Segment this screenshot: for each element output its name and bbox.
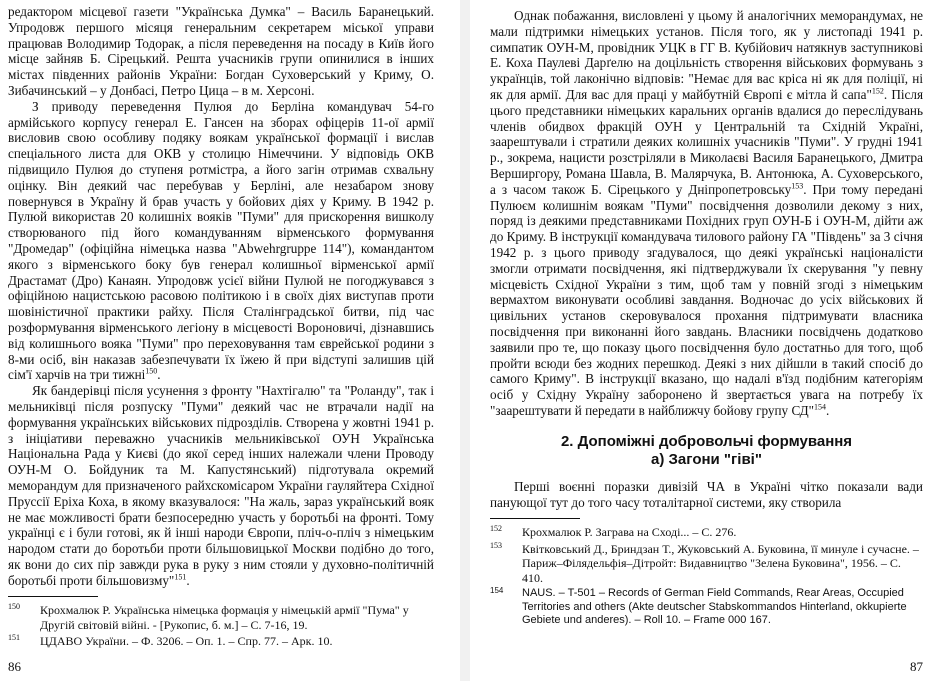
paragraph-text: Однак побажання, висловлені у цьому й аналогічних меморандумах, не мали підтримки німецьких установ. Після того, як у листопаді 1941 р. симпатик ОУН-М, провідник УЦК в ГГ В. Кубійович натякнув заступникові Е. Коха Паулеві Дарґелю на доцільність створення військових формувань з українців, той лаконічно відповів: "Немає для вас кріса ні як для поліції, ні як для армії. Для вас для праці у майбутній Європі є мітла й сапа" [490, 8, 923, 102]
right-page [470, 0, 943, 681]
left-page [0, 0, 460, 681]
paragraph-text: Як бандерівці після усунення з фронту "Нахтігалю" та "Роланду", так і мельниківці після розпуску "Пуми" деякий час не втрачали надії на формування українських військових підрозділів. Створена у жовтні 1941 р. з ініціативи переважно учасників мельниківської ОУН Українська Національна Рада у Києві (до якої серед інших належали члени Проводу ОУН-М О. Бойдуник та М. Капустянський) підготувала окремий меморандум для призначеного райхскомісаром України гауляйтера Східної Пруссії Еріха Коха, в якому вказувалося: "На жаль, зараз український вояк не має можливості брати безпосередню участь у боротьбі на фронті. Тому українці є і були готові, як й інші народи Європи, пліч-о-пліч з німецьким народом стати до боротьби проти більшовицької Москви подібно до того, як вони до сих пір завжди рука в руку з ним стояли у духовно-політичній боротьбі проти більшовизму" [8, 383, 434, 588]
footnote [8, 634, 434, 649]
footnote-divider [8, 596, 98, 597]
footnote-text: Квітковський Д., Бриндзан Т., Жуковський А. Буковина, її минуле і сучасне. – Париж–Філядельфія–Дітройт: Видавництво "Зелена Буковина", 1956. – С. 410. [522, 541, 919, 585]
paragraph: редактором місцевої газети "Українська Думка" – Василь Баранецький. Упродовж першого місяця генеральним секретарем міської управи працював Володимир Тодорак, а після переведення на посаду в Київ його місце зайняв Б. Сірецький. Решта учасників групи опинилися в інших містах південних районів України: Богдан Суховерський у Криму, О. Зибачинський – у Донбасі, Петро Цица – в м. Херсоні. [8, 4, 434, 98]
footnote-number: 151 [8, 633, 20, 643]
footnote-text: Крохмалюк Р. Заграва на Сході... – С. 276. [522, 525, 737, 540]
footnote-marker: 151 [174, 572, 187, 582]
paragraph: З приводу переведення Пулюя до Берліна командувач 54-го армійського корпусу генерал Е. Гансен на зборах офіцерів 11-ої армії висловив свою особливу подяку воякам української формації і вислав спеціального листа для ОКВ у столицю Німеччини. У відповідь ОКВ підвищило Пулюя до ступеня ротмістра, а його загін отримав схвальну оцінку. Він деякий час перебував у Берліні, але незабаром знову повернувся в Україну й брав участь у бойових діях у Криму. В 1942 р. Пулюй використав 20 колишніх вояків "Пуми" для прискорення вишколу створюваного під його командуванням вірменського формування "Дромедар" (офіційна німецька назва "Abwehrgruppe 114"), командантом якого з вірменського боку був генерал колишньої вірменської армії Драстамат (Дро) Канаян. Упродовж усієї війни Пулюй не погоджувався з офіційною нацистською расовою політикою і в своїх діях виступав проти шовіністичної практики райху. Після Сталінградської битви, під час розформування вірменського легіону в місцевості Вороновичі, дізнавшись від колишнього вояка "Пуми" про переховування там єврейської родини з 8-ми осіб, він наказав забезпечувати їх їжею й при відступі залишив цій сім'ї харчів на три тижні$^{150}$. [8, 98, 434, 383]
paragraph: Однак побажання, висловлені у цьому й аналогічних меморандумах, не мали підтримки німецьких установ. Після того, як у листопаді 1941 р. симпатик ОУН-М, провідник УЦК в ГГ В. Кубійович натякнув заступникові Е. Коха Паулеві Дарґелю на доцільність створення військових формувань з українців, той лаконічно відповів: "Немає для вас кріса ні як для поліції, ні як для армії. Для вас для праці у майбутній Європі є мітла й сапа"$^{152}$. Після цього представники німецьких каральних органів вдалися до переслідувань членів обидвох фракцій ОУН у Центральній та Східній Україні, заарештували і стратили деяких колишніх учасників "Пуми". У грудні 1941 р., зокрема, нацисти розстріляли в Миколаєві Василя Баранецького, Дмитра Верширгору, Романа Шавла, В. Малярчука, В. Антонюка, А. Суховерського, а з часом також Б. Сірецького у Дніпропетровську$^{153}$. При тому передані Пулюєм колишнім воякам "Пуми" посвідчення дозволили декому з них, поряд із деякими представниками Похідних груп ОУН-Б і ОУН-М, дійти аж до Криму. В інструкції командувача тилового району ГА "Південь" за 3 січня 1942 р. з цього приводу згадувалося, що деякі українські націоналісти змогли отримати посвідчення, які підтверджували їх скерування "у певну місцевість Східної України з тим, щоб там у повній згоді з німецьким вермахтом виконувати особливі завдання. Водночас до усіх військових й цивільних установ скеровувалося прохання підтримувати власника посвідчення при виконанні його завдань. Власники посвідчень додатково заявили про те, що показу цього посвідчення було достатньо для того, щоб пройти всюди без жодних перешкод. Деякі з них дійшли в такий спосіб до самого Криму". В інструкції вказано, що надалі в'їзд подібним категоріям осіб у Східну Україну заборонено й звертається увага на потребу їх "заарештувати й передати в найближчу бойову групу СД"$^{154}$. [490, 8, 924, 418]
footnote-marker: 150 [145, 366, 158, 376]
footnote-marker: 152 [871, 86, 884, 96]
footnote-marker: 153 [791, 181, 804, 191]
footnote-text: ЦДАВО України. – Ф. 3206. – Оп. 1. – Спр. 77. – Арк. 10. [40, 634, 333, 649]
footnote-number: 150 [8, 602, 20, 612]
page-number: 87 [910, 659, 923, 675]
footnote-number: 154 [490, 586, 504, 596]
footnote [490, 587, 923, 628]
footnote-number: 152 [490, 524, 502, 534]
footnote-divider [490, 518, 580, 519]
paragraph: Перші воєнні поразки дивізій ЧА в Україні чітко показали вади панующої тут до того часу тоталітарної системи, яку створила [490, 478, 923, 510]
section-heading: 2. Допоміжні добровольчі формування [560, 432, 853, 450]
paragraph-text: . При тому передані Пулюєм колишнім воякам "Пуми" посвідчення дозволили декому з них, поряд із деякими представниками Похідних груп ОУН-Б і ОУН-М, дійти аж до Криму. В інструкції командувача тилового району ГА "Південь" за 3 січня 1942 р. з цього приводу згадувалося, що деякі українські націоналісти змогли отримати посвідчення, які підтверджували їх скерування "у певну місцевість Східної України з тим, щоб там у повній згоді з німецьким вермахтом виконувати особливі завдання. Водночас до усіх військових й цивільних установ скеровувалося прохання підтримувати власника посвідчення при виконанні його завдань. Власники посвідчень додатково заявили про те, що показу цього посвідчення було достатньо для того, щоб пройти всюди без жодних перешкод. Деякі з них дійшли в такий спосіб до самого Криму". В інструкції вказано, що надалі в'їзд подібним категоріям осіб у Східну Україну заборонено й звертається увага на потребу їх "заарештувати й передати в найближчу бойову групу СД" [490, 181, 923, 418]
footnote [490, 525, 923, 540]
footnote-number: 153 [490, 540, 502, 550]
paragraph-text: . Після цього представники німецьких каральних органів вдалися до переслідувань членів обидвох фракцій ОУН у Центральній та Східній Україні, заарештували і стратили деяких колишніх учасників "Пуми". У грудні 1941 р., зокрема, нацисти розстріляли в Миколаєві Василя Баранецького, Дмитра Верширгору, Романа Шавла, В. Малярчука, В. Антонюка, А. Суховерського, а з часом також Б. Сірецького у Дніпропетровську [490, 86, 924, 197]
footnote-text: NAUS. – T-501 – Records of German Field Commands, Rear Areas, Occupied Territories and others (Akte deutscher Stabskommandos Hinterland, okkupierte Gebiete und anderes). – Roll 10. – Frame 000 167. [522, 587, 907, 627]
paragraph: Як бандерівці після усунення з фронту "Нахтігалю" та "Роланду", так і мельниківці після розпуску "Пуми" деякий час не втрачали надії на формування українських військових підрозділів. Створена у жовтні 1941 р. з ініціативи переважно учасників мельниківської ОУН Українська Національна Рада у Києві (до якої серед інших належали члени Проводу ОУН-М О. Бойдуник та М. Капустянський) підготувала окремий меморандум для призначеного райхскомісаром України гауляйтера Східної Пруссії Еріха Коха, в якому вказувалося: "На жаль, зараз український вояк не має можливості брати безпосередню участь у боротьбі на фронті. Тому українці є і були готові, як й інші народи Європи, пліч-о-пліч з німецьким народом стати до боротьби проти більшовицької Москви подібно до того, як вони до сих пір завжди рука в руку з ним стояли у духовно-політичній боротьбі проти більшовизму"$^{151}$. [8, 383, 434, 588]
paragraph-text: З приводу переведення Пулюя до Берліна командувач 54-го армійського корпусу генерал Е. Гансен на зборах офіцерів 11-ої армії висловив свою особливу подяку воякам української формації і вислав спеціального листа для ОКВ у столицю Німеччини. У відповідь ОКВ підвищило Пулюя до ступеня ротмістра, а його загін отримав схвальну оцінку. Він деякий час перебував у Берліні, але незабаром знову повернувся в Україну й брав участь у бойових діях у Криму. В 1942 р. Пулюй використав 20 колишніх вояків "Пуми" для прискорення вишколу створюваного під його командуванням вірменського формування "Дромедар" (офіційна німецька назва "Abwehrgruppe 114"), командантом якого з вірменського боку був генерал колишньої вірменської армії Драстамат (Дро) Канаян. Упродовж усієї війни Пулюй не погоджувався з офіційною нацистською расовою політикою і в своїх діях виступав проти шовіністичної практики райху. Після Сталінградської битви, під час розформування вірменського легіону в місцевості Вороновичі, дізнавшись від колишнього вояка "Пуми" про переховування там єврейської родини з 8-ми осіб, він наказав забезпечувати їх їжею й при відступі залишив цій сім'ї харчів на три тижні [8, 98, 434, 383]
subsection-heading: а) Загони "гіві" [651, 450, 762, 468]
footnote [490, 542, 923, 586]
page-number: 86 [8, 659, 21, 675]
footnote-marker: 154 [813, 402, 826, 412]
footnote-text: Крохмалюк Р. Українська німецька формація у німецькій армії "Пума" у Другій світовій війні. - [Рукопис, б. м.] – С. 7-16, 19. [40, 603, 409, 632]
footnote [8, 603, 434, 632]
page-gutter [460, 0, 470, 681]
